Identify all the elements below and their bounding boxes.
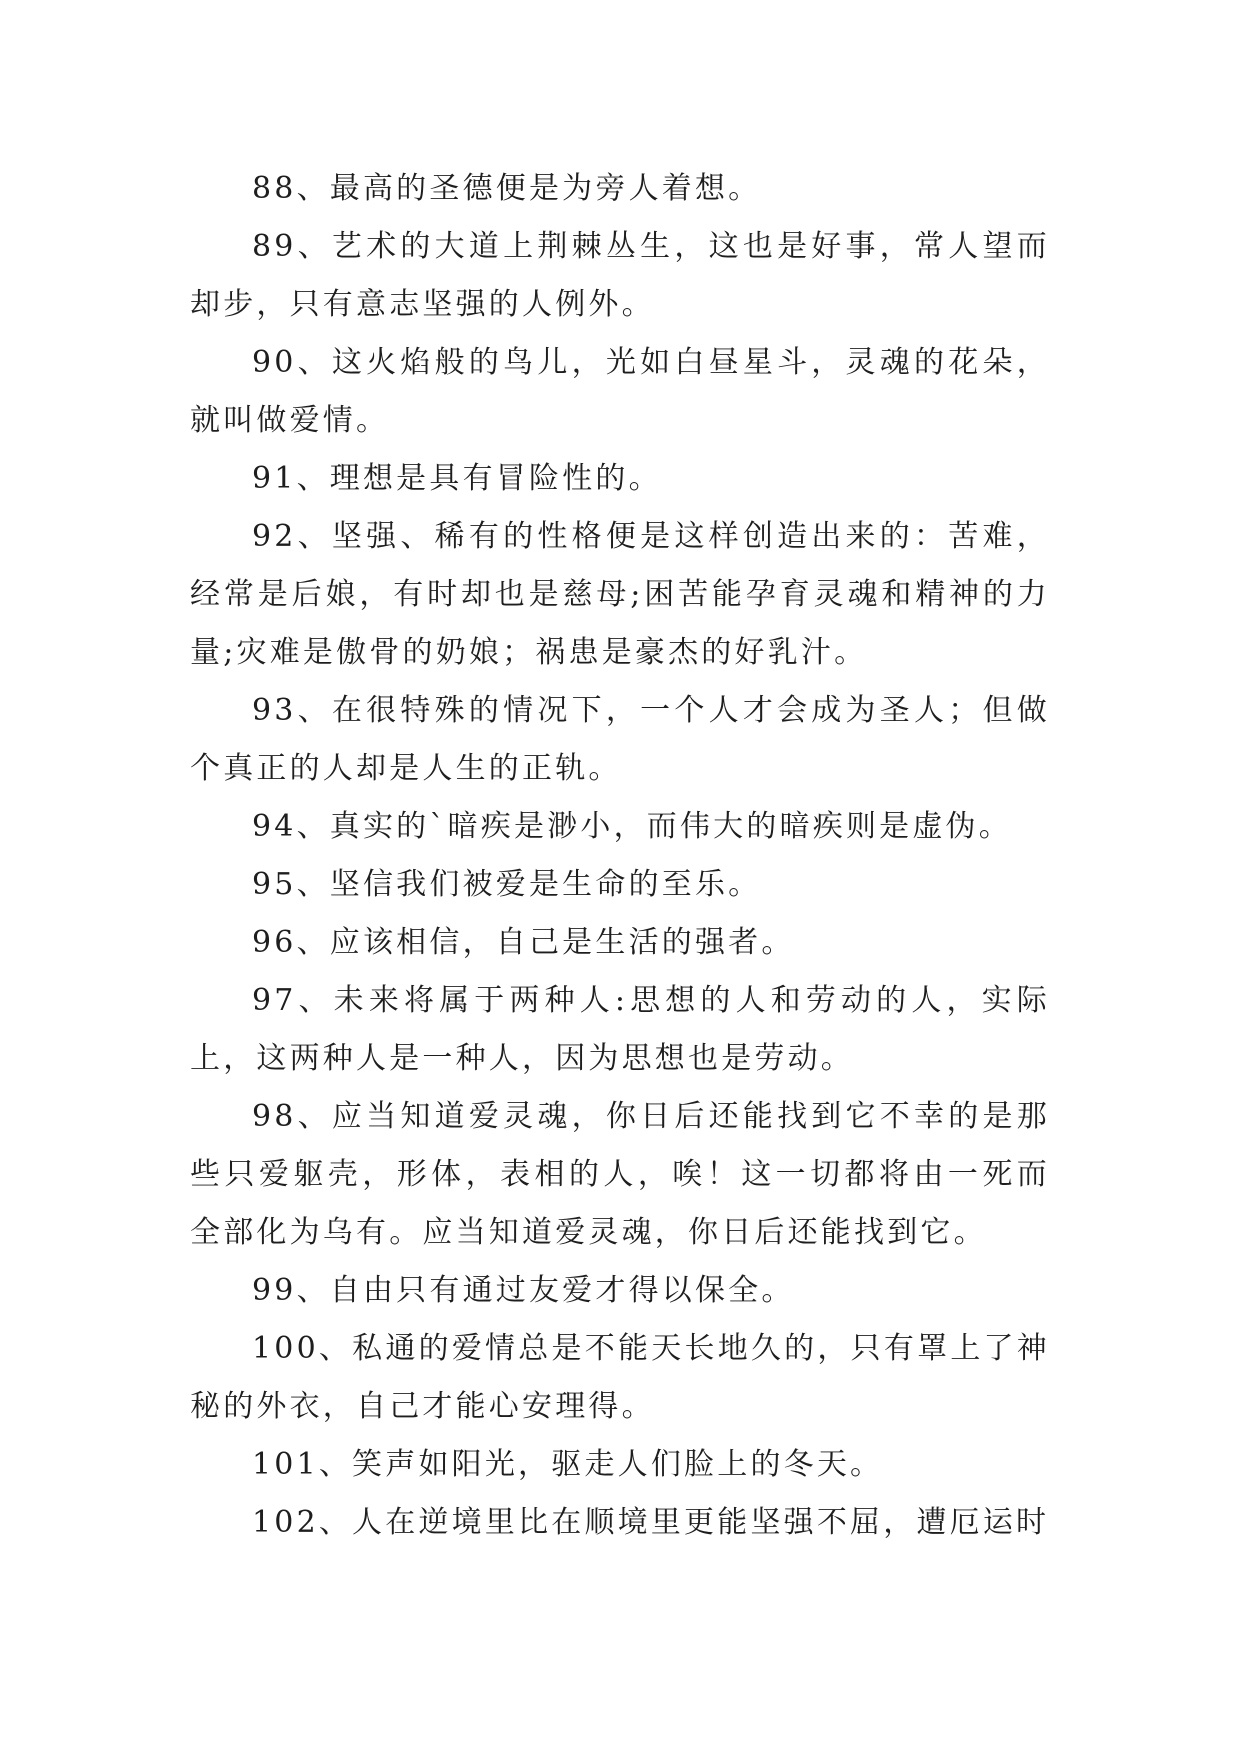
quote-paragraph-99: 99、自由只有通过友爱才得以保全。 — [252, 1273, 795, 1308]
quote-paragraph-98: 98、应当知道爱灵魂，你日后还能找到它不幸的是那些只爱躯壳，形体，表相的人，唉！这一切都将由一死而全部化为乌有。应当知道爱灵魂，你日后还能找到它。 — [190, 1099, 1050, 1250]
quote-paragraph-101: 101、笑声如阳光，驱走人们脸上的冬天。 — [252, 1447, 884, 1482]
quote-paragraph-89: 89、艺术的大道上荆棘丛生，这也是好事，常人望而却步，只有意志坚强的人例外。 — [190, 229, 1050, 322]
quote-paragraph-90: 90、这火焰般的鸟儿，光如白昼星斗，灵魂的花朵，就叫做爱情。 — [190, 345, 1050, 438]
quote-paragraph-92: 92、坚强、稀有的性格便是这样创造出来的：苦难，经常是后娘，有时却也是慈母;困苦能孕育灵魂和精神的力量;灾难是傲骨的奶娘；祸患是豪杰的好乳汁。 — [190, 519, 1050, 670]
quote-paragraph-96: 96、应该相信，自己是生活的强者。 — [252, 925, 795, 960]
quote-paragraph-88: 88、最高的圣德便是为旁人着想。 — [252, 171, 762, 206]
quote-paragraph-93: 93、在很特殊的情况下，一个人才会成为圣人；但做个真正的人却是人生的正轨。 — [190, 693, 1050, 786]
quote-list — [190, 160, 1050, 1552]
quote-paragraph-91: 91、理想是具有冒险性的。 — [252, 461, 662, 496]
quote-paragraph-100: 100、私通的爱情总是不能天长地久的，只有罩上了神秘的外衣，自己才能心安理得。 — [190, 1331, 1050, 1424]
quote-paragraph-97: 97、未来将属于两种人:思想的人和劳动的人，实际上，这两种人是一种人，因为思想也是劳动。 — [190, 983, 1050, 1076]
quote-paragraph-95: 95、坚信我们被爱是生命的至乐。 — [252, 867, 762, 902]
quote-paragraph-102: 102、人在逆境里比在顺境里更能坚强不屈，遭厄运时 — [252, 1505, 1050, 1540]
quote-paragraph-94: 94、真实的`暗疾是渺小，而伟大的暗疾则是虚伪。 — [252, 809, 1012, 844]
